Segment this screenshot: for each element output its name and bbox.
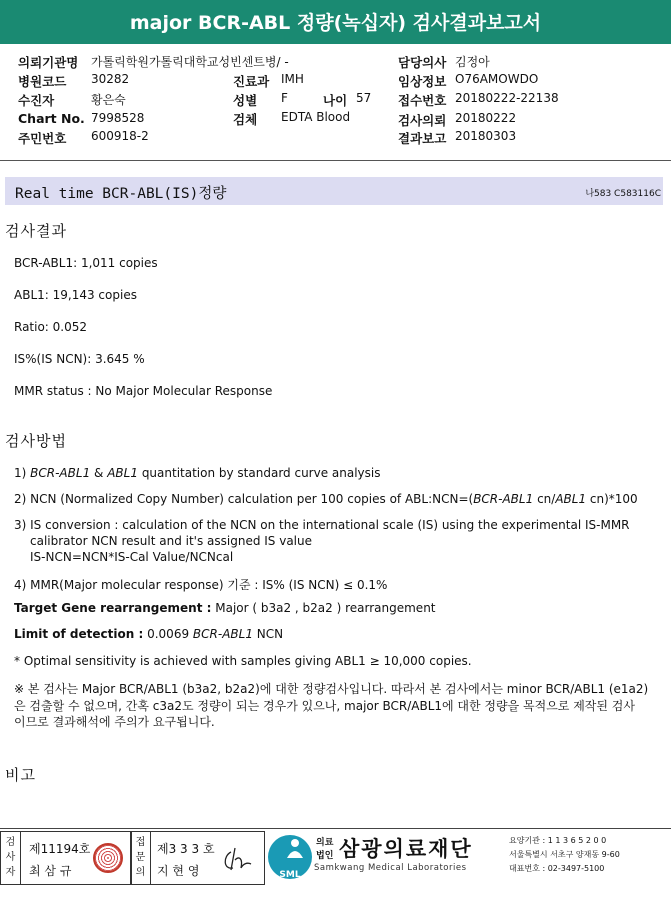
step-text: cn/: [537, 492, 556, 506]
method-step-1: [14, 466, 381, 480]
sex-value: F: [281, 91, 288, 105]
hospital-code-value: 30282: [91, 72, 130, 86]
clinical-value: O76AMOWDO: [455, 72, 539, 86]
report-title: major BCR-ABL 정량(녹십자) 검사결과보고서: [0, 0, 671, 44]
patient-value: 황은숙: [91, 93, 126, 107]
method-heading: 검사방법: [5, 432, 67, 450]
logo-figure-icon: [283, 836, 307, 860]
abl1-result: ABL1: 19,143 copies: [14, 288, 137, 302]
label-char: 접: [135, 837, 146, 848]
label-char: 문: [135, 852, 146, 863]
sex-label: 성별: [233, 93, 258, 108]
signature-footer: [0, 828, 671, 885]
bcr-abl1-result: BCR-ABL1: 1,011 copies: [14, 256, 158, 270]
method-step-3-line-2: calibrator NCN result and it's assigned IS value: [30, 534, 312, 548]
gene-name: BCR-ABL1: [30, 466, 91, 480]
dept-value: IMH: [281, 72, 304, 86]
label-char: 검: [5, 837, 16, 848]
lod-unit: NCN: [256, 627, 284, 641]
target-value: Major ( b3a2 , b2a2 ) rearrangement: [215, 601, 436, 615]
doctor-value: 김정아: [455, 55, 490, 69]
approver-stamp: [130, 831, 265, 885]
remarks-heading: 비고: [5, 766, 36, 784]
age-label: 나이: [323, 93, 348, 108]
test-section-bar: [5, 177, 663, 205]
gene-name: BCR-ABL1: [473, 492, 534, 506]
phone: 대표번호 : 02-3497-5100: [509, 864, 605, 873]
doctor-label: 담당의사: [398, 55, 447, 70]
institution-label: 의뢰기관명: [18, 55, 79, 70]
gene-name: ABL1: [555, 492, 587, 506]
step-text: quantitation by standard curve analysis: [141, 466, 381, 480]
step-text: 2) NCN (Normalized Copy Number) calculation per 100 copies of ABL:NCN=(: [14, 492, 474, 506]
method-step-3-line-1: 3) IS conversion : calculation of the NCN on the international scale (IS) using the experimental IS-MMR: [14, 518, 630, 532]
inspector-license-no: 제11194호: [29, 842, 91, 856]
method-step-4: 4) MMR(Major molecular response) 기준 : IS% (IS NCN) ≤ 0.1%: [14, 578, 388, 592]
sensitivity-note: * Optimal sensitivity is achieved with samples giving ABL1 ≥ 10,000 copies.: [14, 654, 472, 668]
disclaimer-line-3: 이므로 결과해석에 주의가 요구됩니다.: [14, 715, 215, 729]
patient-info-panel: [0, 44, 671, 161]
patient-label: 수진자: [18, 93, 55, 108]
method-step-2: [14, 492, 638, 506]
license-number: 요양기관 : 1 1 3 6 5 2 0 0: [509, 836, 607, 845]
dept-label: 진료과: [233, 74, 270, 89]
limit-of-detection: [14, 627, 283, 641]
approver-label: [131, 832, 151, 884]
step-number: 1): [14, 466, 27, 480]
results-heading: 검사결과: [5, 222, 67, 240]
chart-no-label: Chart No.: [18, 111, 85, 126]
org-prefix-1: 의료: [316, 838, 334, 848]
disclaimer-line-1: ※ 본 검사는 Major BCR/ABL1 (b3a2, b2a2)에 대한 정량검사입니다. 따라서 본 검사에서는 minor BCR/ABL1 (e1a2): [14, 682, 649, 696]
id-label: 주민번호: [18, 131, 67, 146]
label-char: 의: [135, 867, 146, 878]
specimen-label: 검체: [233, 112, 258, 127]
test-section-title: Real time BCR-ABL(IS)정량: [15, 186, 227, 202]
approver-name: 지 현 영: [157, 864, 200, 878]
id-value: 600918-2: [91, 129, 149, 143]
receipt-label: 접수번호: [398, 93, 447, 108]
ampersand: &: [94, 466, 104, 480]
lod-label: Limit of detection :: [14, 627, 144, 641]
seal-stamp-icon: [93, 843, 123, 873]
clinical-label: 임상정보: [398, 74, 447, 89]
request-value: 20180222: [455, 111, 517, 125]
approver-license-no: 제3 3 3 호: [157, 842, 215, 856]
report-date-label: 결과보고: [398, 131, 447, 146]
logo-text: SML: [279, 870, 301, 880]
signature-icon: [221, 844, 257, 874]
step-text: cn)*100: [589, 492, 638, 506]
age-value: 57: [356, 91, 372, 105]
org-english: Samkwang Medical Laboratories: [314, 863, 467, 873]
lod-value: 0.0069: [147, 627, 190, 641]
inspector-name: 최 삼 규: [29, 864, 72, 878]
chart-no-value: 7998528: [91, 111, 145, 125]
gene-name: BCR-ABL1: [192, 627, 253, 641]
hospital-code-label: 병원코드: [18, 74, 67, 89]
inspector-label: [1, 832, 21, 884]
label-char: 사: [5, 852, 16, 863]
test-code: 나583 C583116C: [585, 189, 661, 199]
target-gene: [14, 601, 436, 615]
org-prefix-2: 법인: [316, 851, 334, 861]
gene-name: ABL1: [107, 466, 138, 480]
method-step-3-line-3: IS-NCN=NCN*IS-Cal Value/NCNcal: [30, 550, 234, 564]
is-percent-result: IS%(IS NCN): 3.645 %: [14, 352, 145, 366]
label-char: 자: [5, 867, 16, 878]
ratio-result: Ratio: 0.052: [14, 320, 88, 334]
institution-value: 가톨릭학원가톨릭대학교성빈센트병/ -: [91, 55, 289, 69]
specimen-value: EDTA Blood: [281, 110, 351, 124]
receipt-value: 20180222-22138: [455, 91, 559, 105]
disclaimer-line-2: 은 검출할 수 없으며, 간혹 c3a2도 정량이 되는 경우가 있으나, major BCR/ABL1에 대한 정량을 목적으로 제작된 검사: [14, 699, 635, 713]
report-date-value: 20180303: [455, 129, 517, 143]
address: 서울특별시 서초구 양재동 9-60: [509, 850, 620, 859]
target-label: Target Gene rearrangement :: [14, 601, 212, 615]
mmr-status: MMR status : No Major Molecular Response: [14, 384, 273, 398]
org-name: 삼광의료재단: [339, 837, 473, 861]
request-label: 검사의뢰: [398, 113, 447, 128]
inspector-stamp: [0, 831, 132, 885]
